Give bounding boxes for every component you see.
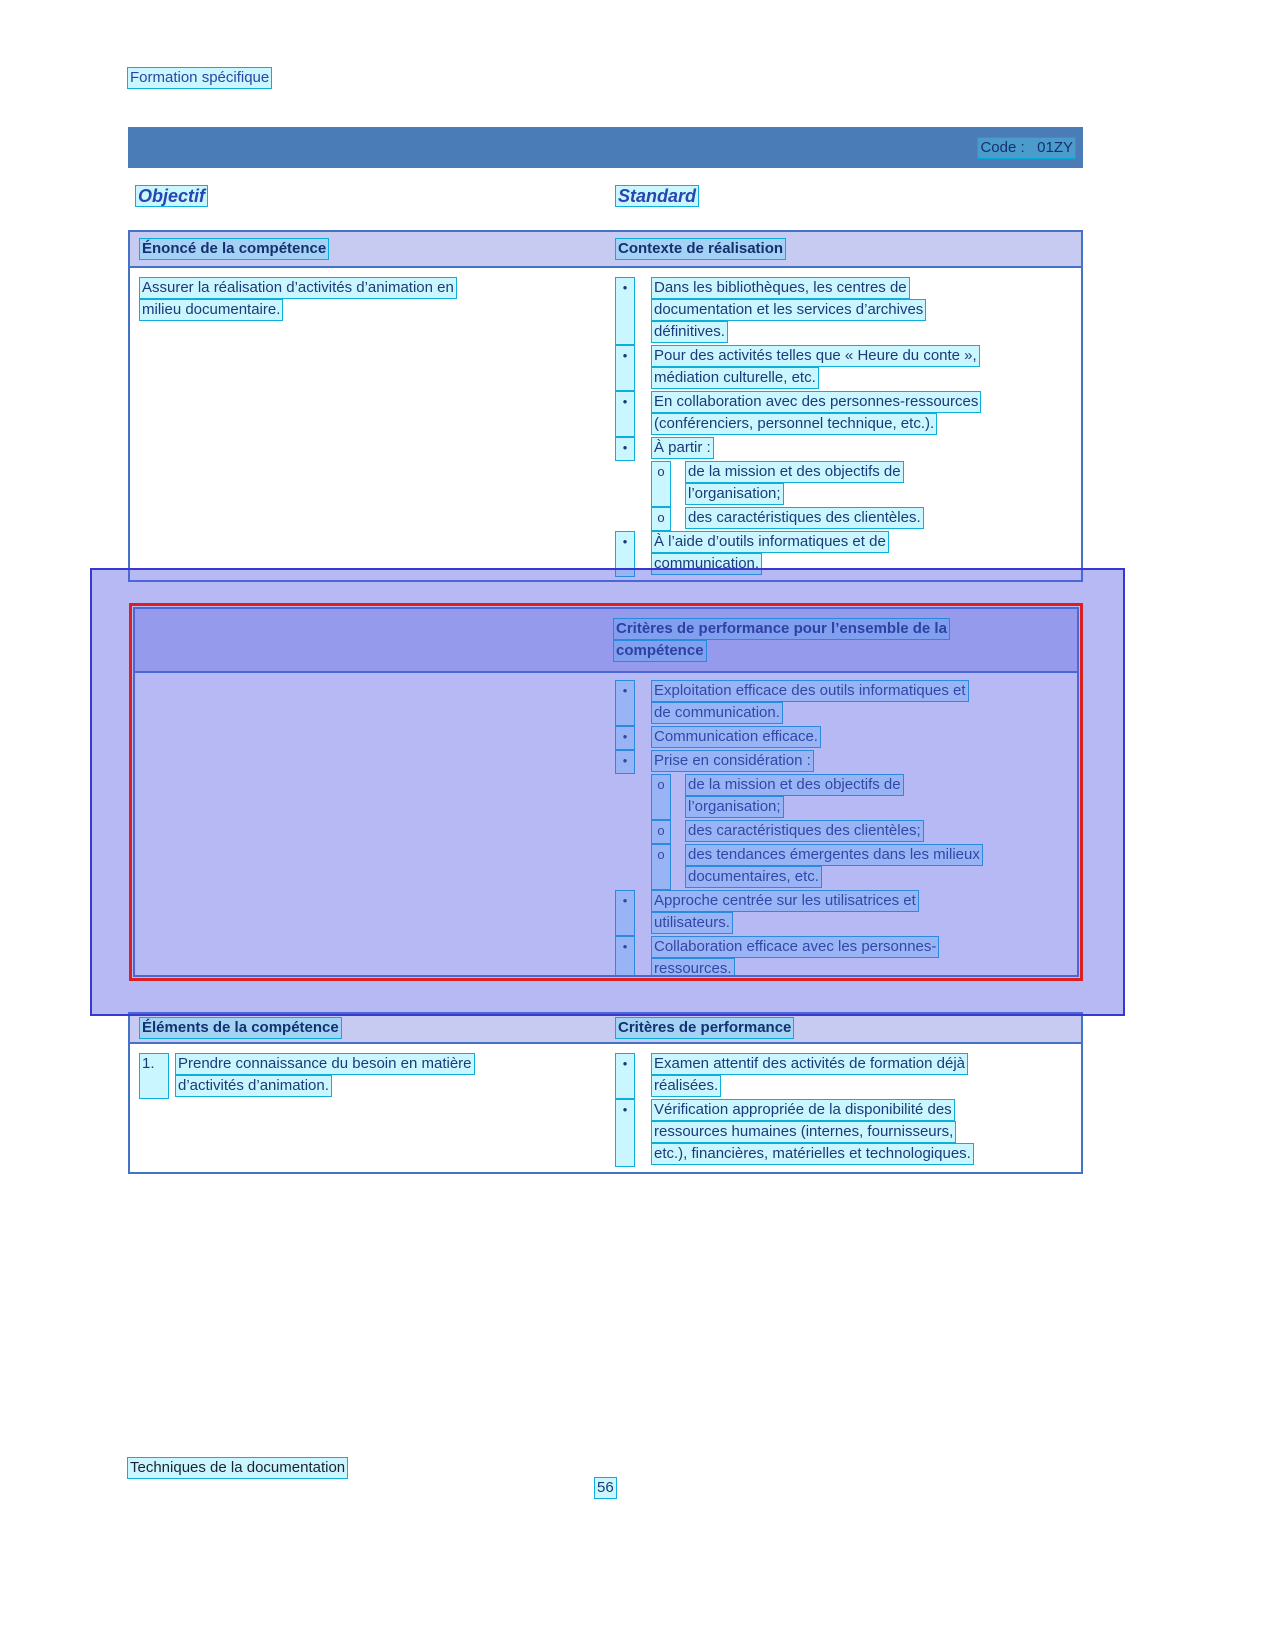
element-text (176, 1054, 474, 1098)
highlighted-text: documentation et les services d’archives (654, 301, 924, 318)
text-line (652, 392, 1077, 414)
section-label-text: Formation spécifique (130, 69, 270, 86)
element-row (140, 1054, 604, 1098)
bullet-text (652, 392, 1077, 436)
bullet-item (616, 681, 1073, 725)
bullet-item (616, 751, 1073, 773)
bullet-text (686, 821, 1073, 843)
sub-bullet-item (652, 775, 1073, 819)
bullet-item (616, 891, 1073, 935)
sub-bullet-item (652, 821, 1073, 843)
bullet-marker-icon: • (616, 392, 634, 436)
page-number-text: 56 (597, 1479, 614, 1496)
highlighted-text: des caractéristiques des clientèles. (688, 509, 921, 526)
highlighted-text: À partir : (654, 439, 711, 456)
criteria-ensemble-list (135, 673, 1077, 977)
highlighted-text: d’activités d’animation. (178, 1077, 329, 1094)
standard-heading (616, 186, 698, 207)
text-line (652, 346, 1077, 368)
bullet-marker-icon: • (616, 532, 634, 576)
text-line (686, 821, 1073, 843)
text-line (614, 619, 1077, 641)
bullet-text (686, 462, 1077, 506)
text-line (176, 1076, 474, 1098)
objectif-heading (136, 186, 207, 207)
text-line (652, 913, 1073, 935)
bullet-marker-icon: • (616, 438, 634, 460)
highlighted-text: ressources humaines (internes, fournisseurs, (654, 1123, 954, 1140)
bullet-item (616, 1054, 1077, 1098)
text-line (140, 300, 604, 322)
highlighted-text: etc.), financières, matérielles et technologiques. (654, 1145, 971, 1162)
elements-header-cell (130, 1018, 604, 1038)
text-line (686, 845, 1073, 867)
text-line (652, 300, 1077, 322)
text-line (652, 937, 1073, 959)
bullet-item (616, 346, 1077, 390)
bullet-text (652, 727, 1073, 749)
elements-table (128, 1012, 1083, 1174)
sub-bullet-marker-icon: o (652, 775, 670, 819)
text-line (652, 1054, 1077, 1076)
highlighted-text: des caractéristiques des clientèles; (688, 822, 921, 839)
text-line (652, 532, 1077, 554)
text-line (652, 727, 1073, 749)
highlighted-text: Prendre connaissance du besoin en matière (178, 1055, 472, 1072)
bullet-text (652, 1054, 1077, 1098)
competence-table (128, 230, 1083, 582)
contexte-header-text: Contexte de réalisation (618, 240, 784, 257)
bullet-marker-icon: • (616, 727, 634, 749)
highlighted-text: utilisateurs. (654, 914, 730, 931)
text-line (686, 867, 1073, 889)
sub-bullet-item (652, 508, 1077, 530)
text-line (652, 438, 1077, 460)
highlighted-text: Examen attentif des activités de formation déjà (654, 1055, 966, 1072)
objectif-heading-text: Objectif (138, 186, 206, 206)
highlighted-text: l’organisation; (688, 485, 781, 502)
bullet-text (652, 1100, 1077, 1166)
contexte-list (604, 278, 1081, 578)
bullet-marker-icon: • (616, 681, 634, 725)
highlighted-text: (conférenciers, personnel technique, etc.). (654, 415, 935, 432)
standard-heading-text: Standard (618, 186, 697, 206)
page-number (595, 1478, 616, 1498)
bullet-item (616, 438, 1077, 460)
highlighted-text: des tendances émergentes dans les milieux (688, 846, 980, 863)
section-label (128, 68, 271, 88)
text-line (652, 703, 1073, 725)
highlighted-text: ressources. (654, 960, 732, 977)
bullet-text (652, 278, 1077, 344)
bullet-text (652, 438, 1077, 460)
highlighted-text: médiation culturelle, etc. (654, 369, 816, 386)
text-line (686, 797, 1073, 819)
text-line (652, 751, 1073, 773)
bullet-marker-icon: • (616, 937, 634, 977)
enonce-text (130, 278, 604, 578)
bullet-text (652, 681, 1073, 725)
bullet-text (652, 751, 1073, 773)
competence-table-body (130, 268, 1081, 578)
bullet-marker-icon: • (616, 346, 634, 390)
bullet-item (616, 937, 1073, 977)
title-banner (128, 127, 1083, 168)
criteria-ensemble-table (133, 607, 1079, 977)
criteria-header-text: Critères de performance (618, 1019, 792, 1036)
text-line (652, 322, 1077, 344)
text-line (652, 278, 1077, 300)
text-line (652, 959, 1073, 977)
elements-header-text: Éléments de la compétence (142, 1019, 339, 1036)
footer-program-label (128, 1458, 347, 1478)
text-line (652, 414, 1077, 436)
bullet-marker-icon: • (616, 891, 634, 935)
highlighted-text: définitives. (654, 323, 725, 340)
enonce-header-text: Énoncé de la compétence (142, 240, 327, 257)
text-line (176, 1054, 474, 1076)
bullet-marker-icon: • (616, 751, 634, 773)
bullet-item (616, 278, 1077, 344)
enonce-header-cell (130, 239, 604, 259)
highlighted-text: Exploitation efficace des outils informatiques et (654, 682, 966, 699)
highlighted-text: de la mission et des objectifs de (688, 776, 901, 793)
highlighted-text: À l’aide d’outils informatiques et de (654, 533, 886, 550)
bullet-text (652, 937, 1073, 977)
highlighted-text: Approche centrée sur les utilisatrices et (654, 892, 916, 909)
highlighted-text: En collaboration avec des personnes-ressources (654, 393, 979, 410)
highlighted-text: Pour des activités telles que « Heure du conte », (654, 347, 977, 364)
text-line (652, 1122, 1077, 1144)
competence-table-header (130, 232, 1081, 268)
text-line (686, 484, 1077, 506)
elements-table-header (130, 1014, 1081, 1044)
highlighted-text: Assurer la réalisation d’activités d’animation en (142, 279, 454, 296)
bullet-text (652, 532, 1077, 576)
highlighted-text: Prise en considération : (654, 752, 811, 769)
highlighted-text: documentaires, etc. (688, 868, 819, 885)
bullet-item (616, 532, 1077, 576)
bullet-text (652, 346, 1077, 390)
highlighted-text: Dans les bibliothèques, les centres de (654, 279, 907, 296)
highlighted-text: Collaboration efficace avec les personnes- (654, 938, 937, 955)
bullet-text (686, 775, 1073, 819)
highlighted-text: milieu documentaire. (142, 301, 281, 318)
code-label: Code : 01ZY (980, 138, 1073, 156)
sub-bullet-marker-icon: o (652, 845, 670, 889)
bullet-item (616, 727, 1073, 749)
bullet-marker-icon: • (616, 1100, 634, 1166)
text-line (686, 462, 1077, 484)
text-line (140, 278, 604, 300)
sub-bullet-item (652, 462, 1077, 506)
element-criteria-list (604, 1054, 1081, 1168)
text-line (652, 891, 1073, 913)
highlighted-text: réalisées. (654, 1077, 719, 1094)
highlighted-text: Vérification appropriée de la disponibilité des (654, 1101, 952, 1118)
text-line (652, 1144, 1077, 1166)
highlighted-text: Communication efficace. (654, 728, 818, 745)
contexte-header-cell (604, 239, 1081, 259)
sub-bullet-item (652, 845, 1073, 889)
highlighted-text: communication. (654, 555, 760, 572)
criteria-ensemble-header (135, 609, 1077, 673)
bullet-marker-icon: • (616, 1054, 634, 1098)
bullet-item (616, 392, 1077, 436)
bullet-item (616, 1100, 1077, 1166)
bullet-text (652, 891, 1073, 935)
elements-table-body (130, 1044, 1081, 1168)
footer-program-text: Techniques de la documentation (130, 1459, 346, 1476)
text-line (686, 775, 1073, 797)
bullet-marker-icon: • (616, 278, 634, 344)
text-line (652, 554, 1077, 576)
bullet-text (686, 845, 1073, 889)
text-line (686, 508, 1077, 530)
highlighted-text: Critères de performance pour l’ensemble de la (616, 620, 947, 637)
sub-bullet-marker-icon: o (652, 508, 670, 530)
text-line (652, 368, 1077, 390)
criteria-header-cell (604, 1018, 1081, 1038)
highlighted-text: l’organisation; (688, 798, 781, 815)
text-line (652, 681, 1073, 703)
highlighted-text: de la mission et des objectifs de (688, 463, 901, 480)
text-line (614, 641, 1077, 663)
sub-bullet-marker-icon: o (652, 462, 670, 506)
sub-bullet-marker-icon: o (652, 821, 670, 843)
highlighted-text: de communication. (654, 704, 780, 721)
text-line (652, 1076, 1077, 1098)
bullet-text (686, 508, 1077, 530)
text-line (652, 1100, 1077, 1122)
highlighted-text: compétence (616, 642, 704, 659)
element-item (130, 1054, 604, 1168)
element-number: 1. (140, 1054, 168, 1098)
